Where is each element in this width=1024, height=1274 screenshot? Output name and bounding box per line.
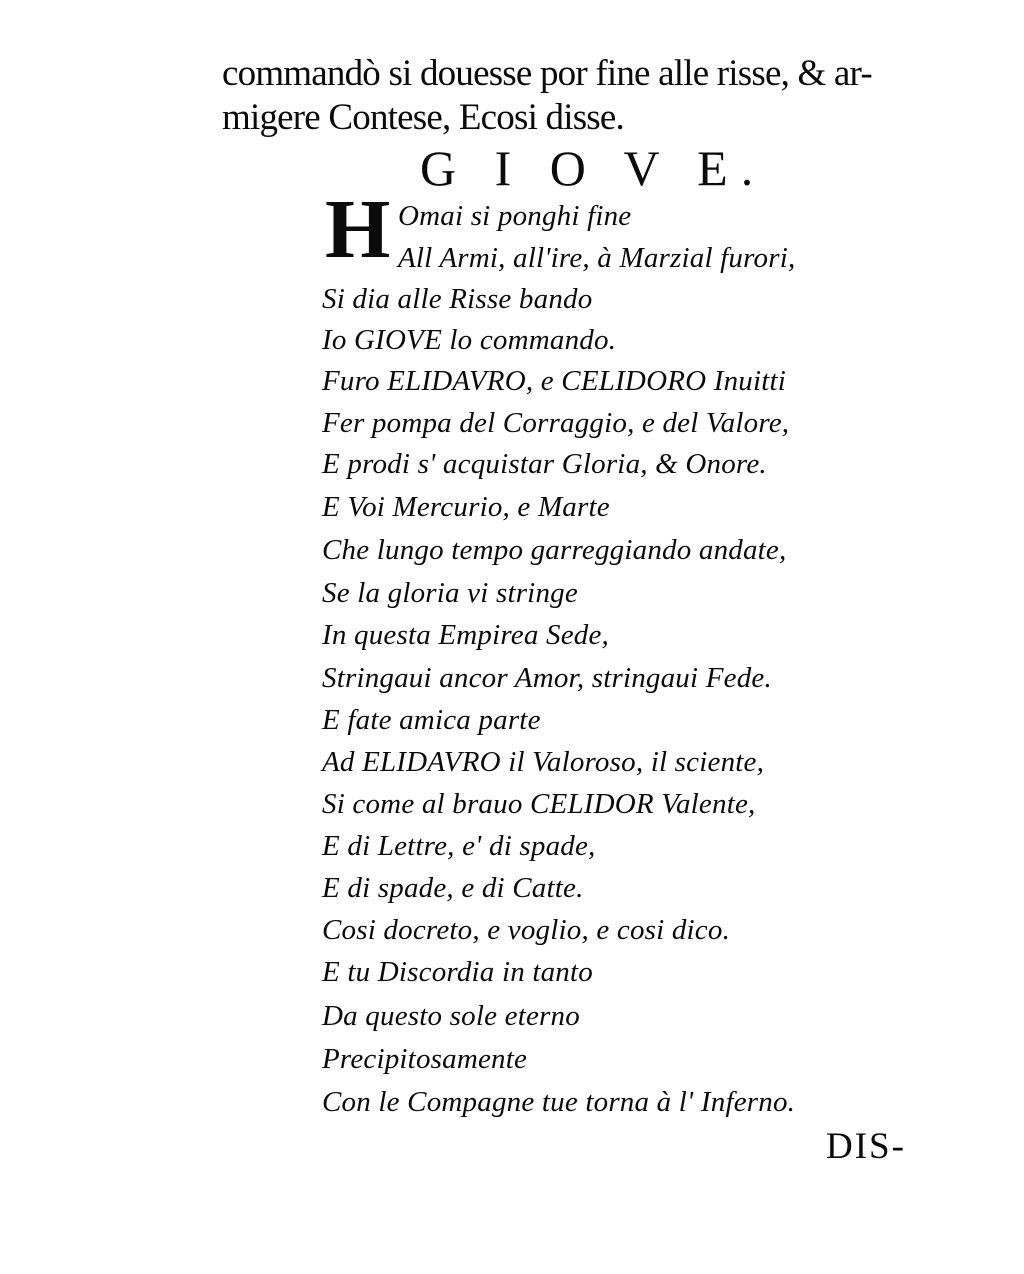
- verse-line: Io GIOVE lo commando.: [322, 324, 617, 356]
- verse-line: Precipitosamente: [322, 1043, 528, 1075]
- verse-line: Che lungo tempo garreggiando andate,: [322, 534, 787, 566]
- verse-line: Stringaui ancor Amor, stringaui Fede.: [322, 662, 772, 694]
- verse-line: E di spade, e di Catte.: [322, 872, 584, 904]
- verse-line: Con le Compagne tue torna à l' Inferno.: [322, 1086, 796, 1118]
- verse-line: Se la gloria vi stringe: [322, 577, 578, 609]
- verse-line: Si dia alle Risse bando: [322, 283, 593, 315]
- verse-line: E Voi Mercurio, e Marte: [322, 491, 610, 523]
- verse-line: E fate amica parte: [322, 704, 541, 736]
- drop-cap: H: [325, 183, 391, 276]
- verse-line: E di Lettre, e' di spade,: [322, 830, 596, 862]
- verse-line: Fer pompa del Corraggio, e del Valore,: [322, 407, 790, 439]
- prose-line-2: migere Contese, Ecosi disse.: [222, 97, 624, 138]
- verse-line: Da questo sole eterno: [322, 1000, 580, 1032]
- verse-line: Si come al brauo CELIDOR Valente,: [322, 788, 756, 820]
- verse-line: E tu Discordia in tanto: [322, 956, 593, 988]
- verse-line: E prodi s' acquistar Gloria, & Onore.: [322, 448, 767, 480]
- speaker-heading: G I O V E.: [420, 140, 767, 196]
- prose-line-1: commandò si douesse por fine alle risse, & ar-: [222, 53, 872, 94]
- verse-line: Omai si ponghi fine: [398, 200, 632, 232]
- catchword: DIS-: [826, 1126, 906, 1167]
- verse-line: Ad ELIDAVRO il Valoroso, il sciente,: [322, 746, 765, 778]
- verse-line: In questa Empirea Sede,: [322, 619, 610, 651]
- verse-line: All Armi, all'ire, à Marzial furori,: [398, 242, 796, 274]
- verse-line: Furo ELIDAVRO, e CELIDORO Inuitti: [322, 365, 787, 397]
- verse-line: Cosi docreto, e voglio, e cosi dico.: [322, 914, 731, 946]
